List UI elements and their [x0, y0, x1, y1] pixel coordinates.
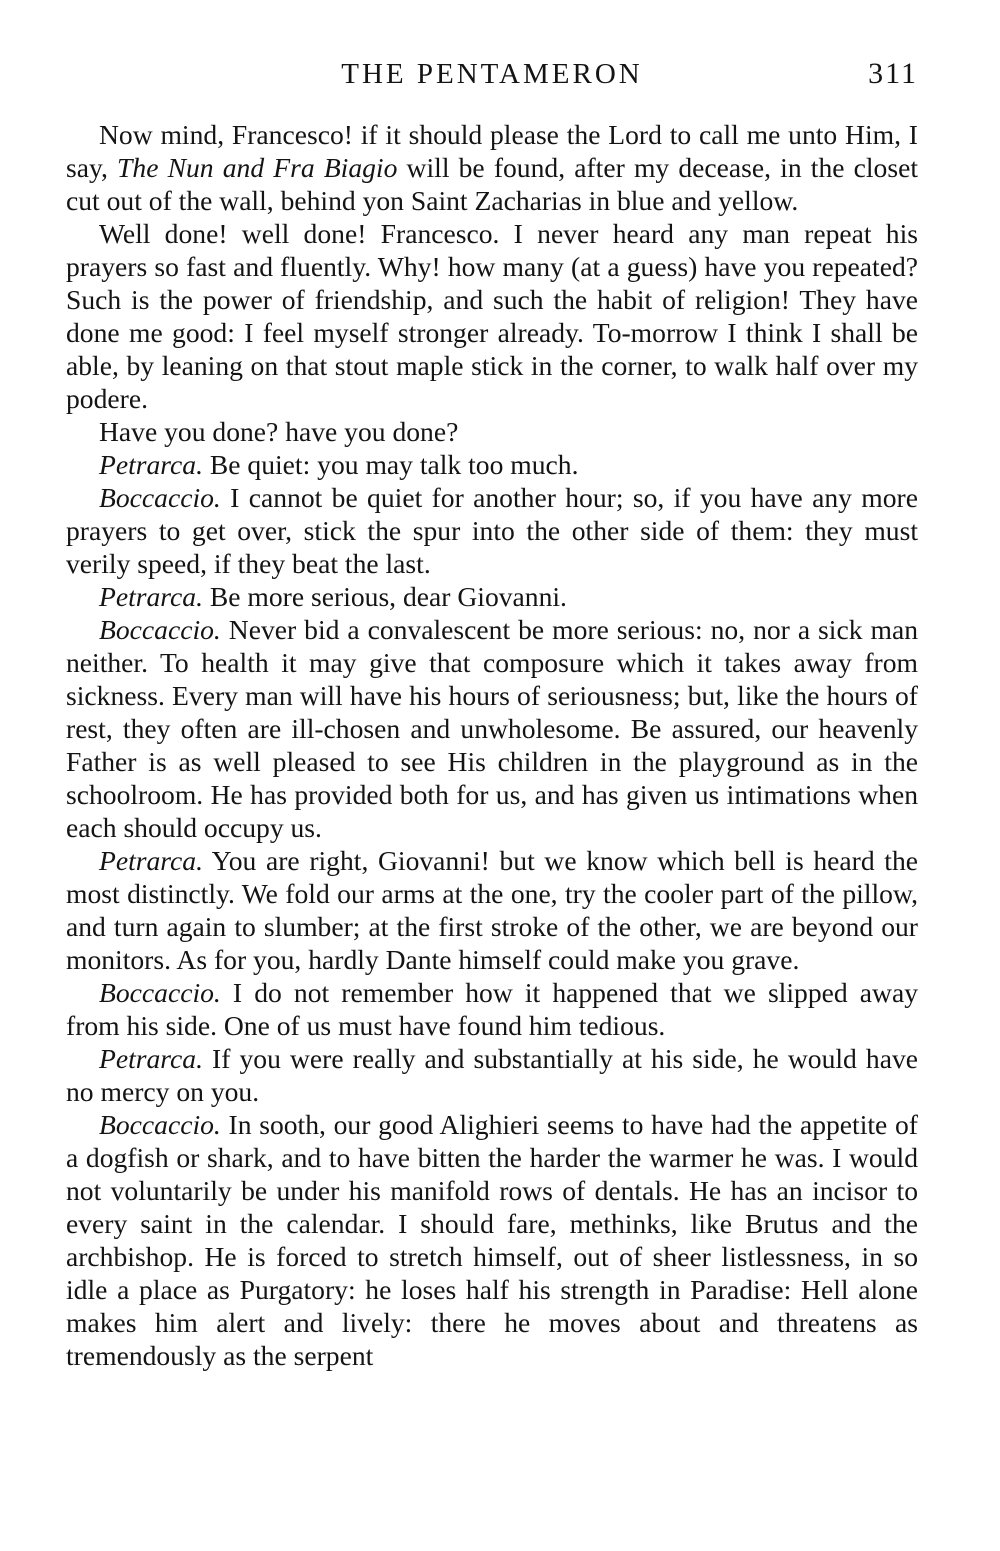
- work-title: The Nun and Fra Biagio: [117, 152, 398, 183]
- speaker-name: Boccaccio.: [99, 614, 221, 645]
- speaker-name: Petrarca.: [99, 845, 203, 876]
- paragraph-text: Be more serious, dear Giovanni.: [202, 581, 567, 612]
- paragraph: [66, 1108, 918, 1372]
- paragraph: [66, 976, 918, 1042]
- paragraph: [66, 217, 918, 415]
- speaker-name: Petrarca.: [99, 1043, 203, 1074]
- paragraph: [66, 613, 918, 844]
- paragraph: [66, 415, 918, 448]
- paragraph-text: Never bid a convalescent be more serious: no, nor a sick man neither. To health it may give that composure which it takes away from sickness. Every man will have his hours of seriousness; but, like the hours of rest, they often are ill-chosen and unwholesome. Be assured, our heavenly Father is as well pleased to see His children in the playground as in the schoolroom. He has provided both for us, and has given us intimations when each should occupy us.: [66, 614, 918, 843]
- paragraph: [66, 844, 918, 976]
- running-head: [66, 52, 918, 96]
- paragraph-text: Have you done? have you done?: [99, 416, 459, 447]
- speaker-name: Petrarca.: [99, 581, 203, 612]
- paragraph-text: Be quiet: you may talk too much.: [202, 449, 579, 480]
- body-text: [66, 118, 918, 1372]
- paragraph: [66, 448, 918, 481]
- paragraph: [66, 580, 918, 613]
- speaker-name: Petrarca.: [99, 449, 203, 480]
- speaker-name: Boccaccio.: [99, 1109, 221, 1140]
- paragraph-text: Well done! well done! Francesco. I never heard any man repeat his prayers so fast and fluently. Why! how many (at a guess) have you repeated? Such is the power of friendship, and such the habit of religion! They have done me good: I feel myself stronger already. To-morrow I think I shall be able, by leaning on that stout maple stick in the corner, to walk half over my podere.: [66, 218, 918, 414]
- running-title: THE PENTAMERON: [341, 58, 643, 90]
- paragraph: [66, 1042, 918, 1108]
- page-number: 311: [868, 57, 918, 90]
- paragraph-text: In sooth, our good Alighieri seems to have had the appetite of a dogfish or shark, and to have bitten the harder the warmer he was. I would not voluntarily be under his manifold rows of dentals. He has an incisor to every saint in the calendar. I should fare, methinks, like Brutus and the archbishop. He is forced to stretch himself, out of sheer listlessness, in so idle a place as Purgatory: he loses half his strength in Paradise: Hell alone makes him alert and lively: there he moves about and threatens as tremendously as the serpent: [66, 1109, 918, 1371]
- paragraph-text: You are right, Giovanni! but we know which bell is heard the most distinctly. We fold our arms at the one, try the cooler part of the pillow, and turn again to slumber; at the first stroke of the other, we are beyond our monitors. As for you, hardly Dante himself could make you grave.: [66, 845, 918, 975]
- paragraph-text: will be found, after my decease, in the closet cut out of the wall, behind yon Saint Zacharias in blue and yellow.: [66, 152, 919, 216]
- paragraph: [66, 481, 918, 580]
- paragraph-text: If you were really and substantially at his side, he would have no mercy on you.: [66, 1043, 918, 1107]
- paragraph-text: Now mind, Francesco! if it should please the Lord to call me unto Him, I say,: [66, 119, 918, 183]
- speaker-name: Boccaccio.: [99, 977, 221, 1008]
- book-page: [66, 52, 918, 1372]
- paragraph: [66, 118, 918, 217]
- paragraph-text: I cannot be quiet for another hour; so, if you have any more prayers to get over, stick the spur into the other side of them: they must verily speed, if they beat the last.: [66, 482, 918, 579]
- paragraph-text: I do not remember how it happened that we slipped away from his side. One of us must have found him tedious.: [66, 977, 918, 1041]
- speaker-name: Boccaccio.: [99, 482, 221, 513]
